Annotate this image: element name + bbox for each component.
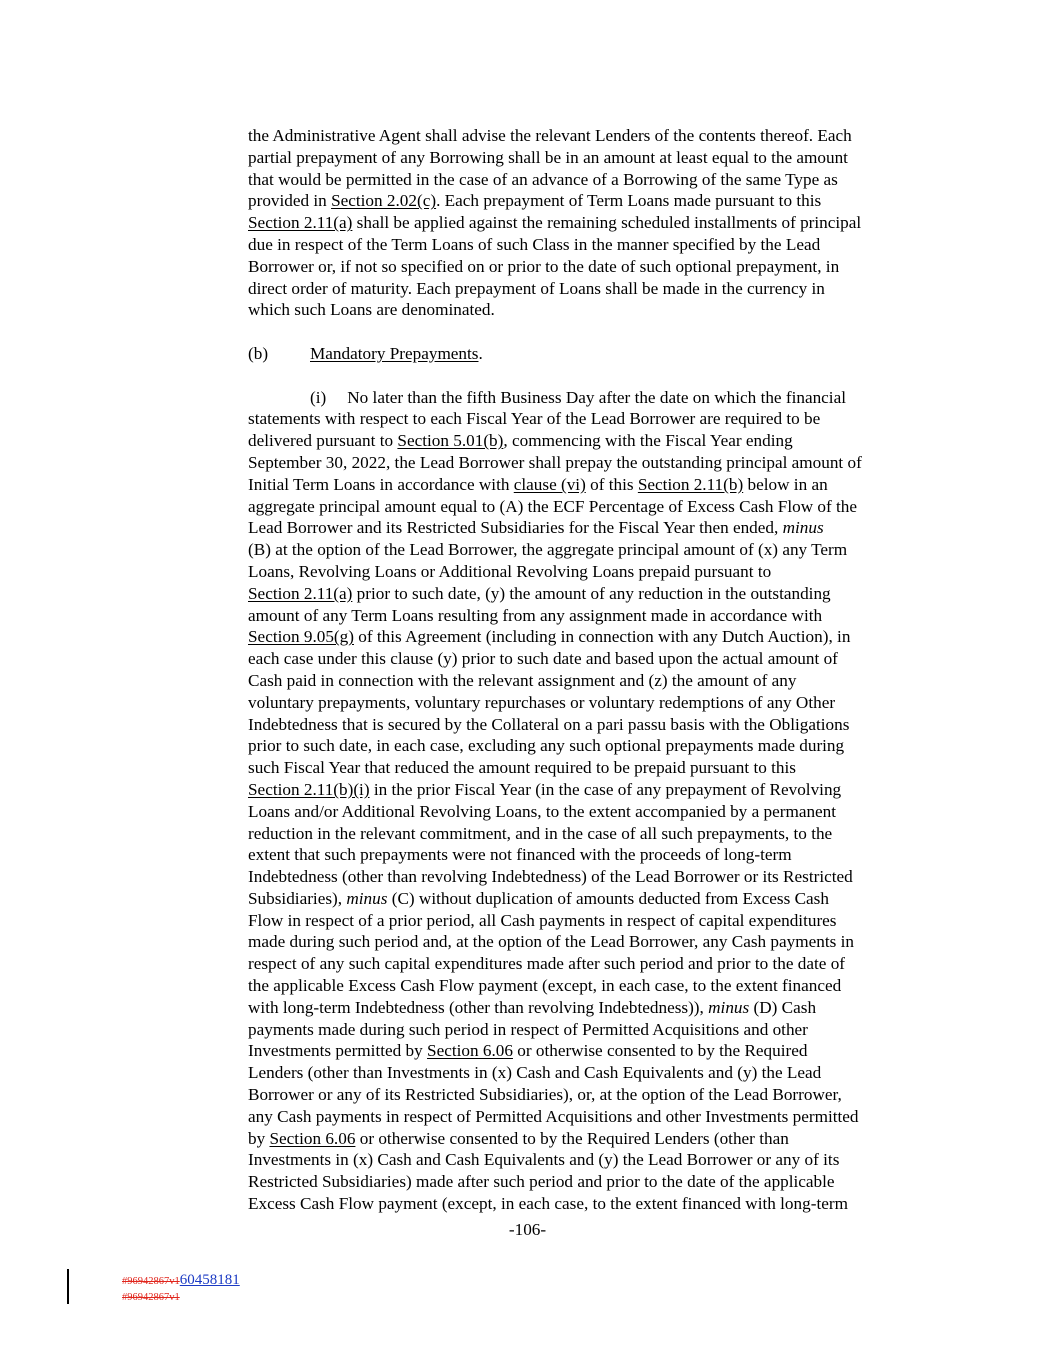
text-line: Lenders (other than Investments in (x) Cash and Cash Equivalents and (y) the Lead (248, 1063, 822, 1083)
text-line: payments made during such period in respect of Permitted Acquisitions and other (248, 1019, 808, 1039)
text-line: made during such period and, at the option of the Lead Borrower, any Cash payments in (248, 932, 854, 952)
text-line: Indebtedness that is secured by the Collateral on a pari passu basis with the Obligations (248, 714, 850, 734)
section-reference-9-05-g: Section 9.05(g) (248, 627, 354, 647)
text-line: Section 2.11(b)(i) in the prior Fiscal Year (in the case of any prepayment of Revolving (248, 779, 842, 799)
subsection-title: Mandatory Prepayments (310, 343, 479, 363)
text-line: such Fiscal Year that reduced the amount required to be prepaid pursuant to this (248, 758, 796, 778)
revision-change-bar (67, 1269, 69, 1304)
section-reference-6-06: Section 6.06 (427, 1041, 513, 1061)
subsection-heading-b: (b) Mandatory Prepayments. (248, 343, 483, 363)
text-line: Investments in (x) Cash and Cash Equivalents and (y) the Lead Borrower or any of its (248, 1150, 840, 1170)
text-line: Borrower or, if not so specified on or prior to the date of such optional prepayment, in (248, 256, 840, 276)
clause-marker: (i) (310, 387, 327, 407)
text-line: Subsidiaries), minus (C) without duplication of amounts deducted from Excess Cash (248, 888, 829, 908)
text-line: which such Loans are denominated. (248, 300, 495, 320)
paragraph-a-continuation (248, 125, 938, 321)
emphasis-minus: minus (782, 518, 824, 538)
section-reference-2-11-b-i: Section 2.11(b)(i) (248, 779, 370, 799)
deleted-document-id: #96942867v1 (122, 1276, 180, 1287)
section-reference-2-11-a: Section 2.11(a) (248, 213, 353, 233)
text-line: each case under this clause (y) prior to such date and based upon the actual amount of (248, 649, 838, 669)
section-reference-6-06: Section 6.06 (269, 1128, 356, 1148)
text-line: the Administrative Agent shall advise the relevant Lenders of the contents thereof. Each (248, 126, 852, 145)
text-line: Section 2.11(a) prior to such date, (y) the amount of any reduction in the outstanding (248, 583, 831, 603)
text-line: direct order of maturity. Each prepayment of Loans shall be made in the currency in (248, 278, 825, 298)
document-body (248, 125, 938, 1215)
text-line: that would be permitted in the case of an advance of a Borrowing of the same Type as (248, 169, 838, 189)
text-line: due in respect of the Term Loans of such Class in the manner specified by the Lead (248, 234, 821, 254)
section-reference-2-11-a: Section 2.11(a) (248, 583, 353, 603)
text-line: Indebtedness (other than revolving Indebtedness) of the Lead Borrower or its Restricted (248, 867, 853, 887)
text-line: any Cash payments in respect of Permitted Acquisitions and other Investments permitted (248, 1106, 859, 1126)
inserted-document-id: 60458181 (179, 1272, 240, 1288)
text-line: voluntary prepayments, voluntary repurchases or voluntary redemptions of any Other (248, 692, 836, 712)
section-reference-5-01-b: Section 5.01(b) (397, 431, 504, 451)
text-line: respect of any such capital expenditures made after such period and prior to the date of (248, 954, 846, 974)
text-line: Borrower or any of its Restricted Subsidiaries), or, at the option of the Lead Borrower, (248, 1085, 842, 1105)
page-number: -106- (508, 1220, 547, 1239)
text-line: Restricted Subsidiaries) made after such period and prior to the date of the applicable (248, 1172, 835, 1192)
text-line: Loans, Revolving Loans or Additional Revolving Loans prepaid pursuant to (248, 561, 772, 581)
text-line: aggregate principal amount equal to (A) the ECF Percentage of Excess Cash Flow of the (248, 496, 858, 516)
text-line: Investments permitted by Section 6.06 or otherwise consented to by the Required (248, 1041, 808, 1061)
text-line: (i) No later than the fifth Business Day after the date on which the financial (310, 387, 846, 407)
text-line: Section 9.05(g) of this Agreement (including in connection with any Dutch Auction), in (248, 627, 851, 647)
text-line: September 30, 2022, the Lead Borrower shall prepay the outstanding principal amount of (248, 452, 862, 472)
text-line: partial prepayment of any Borrowing shall be in an amount at least equal to the amount (248, 147, 848, 167)
text-line: Flow in respect of a prior period, all Cash payments in respect of capital expenditures (248, 910, 837, 930)
text-line: statements with respect to each Fiscal Year of the Lead Borrower are required to be (248, 409, 821, 429)
emphasis-minus: minus (708, 997, 750, 1017)
text-line: amount of any Term Loans resulting from any assignment made in accordance with (248, 605, 823, 625)
document-id-footer (122, 1272, 240, 1305)
text-line: the applicable Excess Cash Flow payment (except, in each case, to the extent financed (248, 976, 842, 996)
text-line: Loans and/or Additional Revolving Loans, to the extent accompanied by a permanent (248, 801, 837, 821)
text-line: Excess Cash Flow payment (except, in each case, to the extent financed with long-term (248, 1194, 848, 1214)
section-reference-2-02-c: Section 2.02(c) (331, 191, 437, 211)
text-line: Section 2.11(a) shall be applied against the remaining scheduled installments of principal (248, 213, 862, 233)
section-reference-2-11-b: Section 2.11(b) (637, 474, 744, 494)
text-line: Lead Borrower and its Restricted Subsidiaries for the Fiscal Year then ended, minus (248, 518, 824, 538)
paragraph-i (248, 387, 938, 1215)
emphasis-minus: minus (346, 888, 388, 908)
subsection-label: (b) (248, 343, 269, 363)
text-line: with long-term Indebtedness (other than revolving Indebtedness)), minus (D) Cash (248, 997, 817, 1017)
deleted-document-id-secondary: #96942867v1 (122, 1292, 180, 1303)
text-line: extent that such prepayments were not financed with the proceeds of long-term (248, 845, 792, 865)
clause-reference-vi: clause (vi) (513, 474, 586, 494)
text-line: by Section 6.06 or otherwise consented to by the Required Lenders (other than (248, 1128, 789, 1148)
text-line: delivered pursuant to Section 5.01(b), commencing with the Fiscal Year ending (248, 431, 793, 451)
text-line: provided in Section 2.02(c). Each prepayment of Term Loans made pursuant to this (248, 191, 822, 211)
text-line: prior to such date, in each case, excluding any such optional prepayments made during (248, 736, 845, 756)
text-line: (B) at the option of the Lead Borrower, the aggregate principal amount of (x) any Term (248, 540, 848, 560)
text-line: Cash paid in connection with the relevant assignment and (z) the amount of any (248, 670, 797, 690)
text-line: Initial Term Loans in accordance with clause (vi) of this Section 2.11(b) below in an (248, 474, 828, 494)
text-line: reduction in the relevant commitment, and in the case of all such prepayments, to the (248, 823, 833, 843)
